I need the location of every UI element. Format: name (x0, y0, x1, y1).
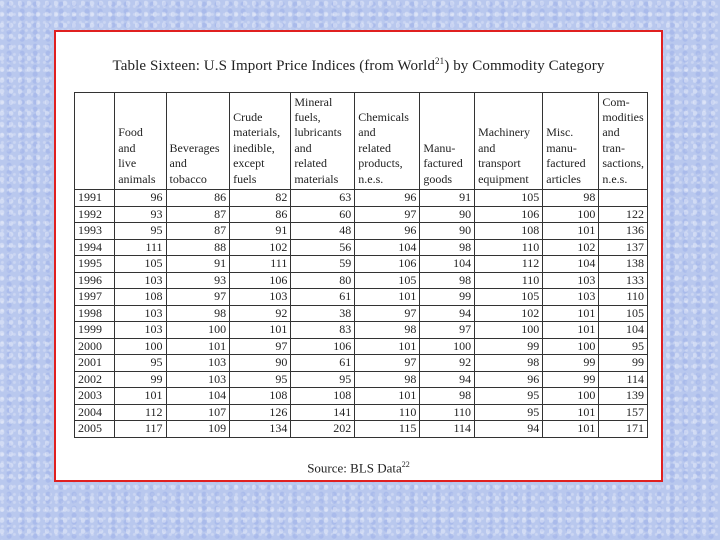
cell-value: 171 (599, 421, 648, 438)
cell-value: 105 (599, 305, 648, 322)
table-row (75, 206, 648, 223)
header-manufactured: Manu- factured goods (420, 93, 475, 190)
cell-value: 103 (115, 322, 166, 339)
cell-value: 86 (230, 206, 291, 223)
cell-value: 104 (420, 256, 475, 273)
cell-value: 103 (115, 272, 166, 289)
table-row (75, 421, 648, 438)
cell-value: 126 (230, 404, 291, 421)
cell-value: 134 (230, 421, 291, 438)
cell-value: 97 (355, 305, 420, 322)
cell-value: 95 (475, 404, 543, 421)
row-year: 1998 (75, 305, 115, 322)
cell-value: 99 (543, 371, 599, 388)
cell-value: 103 (230, 289, 291, 306)
cell-value: 96 (115, 190, 166, 207)
cell-value: 107 (166, 404, 230, 421)
cell-value: 99 (420, 289, 475, 306)
cell-value: 110 (475, 239, 543, 256)
cell-value: 117 (115, 421, 166, 438)
cell-value: 86 (166, 190, 230, 207)
cell-value: 61 (291, 289, 355, 306)
cell-value: 91 (420, 190, 475, 207)
cell-value: 93 (115, 206, 166, 223)
source-footnote: 22 (401, 460, 410, 469)
cell-value (599, 190, 648, 207)
cell-value: 98 (420, 388, 475, 405)
cell-value: 111 (115, 239, 166, 256)
cell-value: 98 (355, 371, 420, 388)
cell-value: 136 (599, 223, 648, 240)
cell-value: 101 (543, 404, 599, 421)
cell-value: 103 (166, 355, 230, 372)
cell-value: 94 (420, 305, 475, 322)
table-row (75, 190, 648, 207)
table-row (75, 289, 648, 306)
cell-value: 61 (291, 355, 355, 372)
row-year: 1992 (75, 206, 115, 223)
cell-value: 102 (230, 239, 291, 256)
cell-value: 56 (291, 239, 355, 256)
cell-value: 96 (475, 371, 543, 388)
cell-value: 122 (599, 206, 648, 223)
cell-value: 111 (230, 256, 291, 273)
cell-value: 112 (475, 256, 543, 273)
cell-value: 103 (115, 305, 166, 322)
cell-value: 95 (115, 223, 166, 240)
cell-value: 95 (475, 388, 543, 405)
header-machinery: Machinery and transport equipment (475, 93, 543, 190)
row-year: 1996 (75, 272, 115, 289)
row-year: 1994 (75, 239, 115, 256)
cell-value: 104 (543, 256, 599, 273)
table-row (75, 239, 648, 256)
table-row (75, 388, 648, 405)
cell-value: 99 (599, 355, 648, 372)
cell-value: 91 (166, 256, 230, 273)
cell-value: 108 (115, 289, 166, 306)
cell-value: 98 (475, 355, 543, 372)
cell-value: 100 (420, 338, 475, 355)
cell-value: 108 (475, 223, 543, 240)
row-year: 1993 (75, 223, 115, 240)
cell-value: 105 (475, 190, 543, 207)
row-year: 2000 (75, 338, 115, 355)
header-chemicals: Chemicals and related products, n.e.s. (355, 93, 420, 190)
cell-value: 96 (355, 190, 420, 207)
header-crude: Crude materials, inedible, except fuels (230, 93, 291, 190)
cell-value: 101 (230, 322, 291, 339)
cell-value: 102 (475, 305, 543, 322)
cell-value: 157 (599, 404, 648, 421)
cell-value: 110 (475, 272, 543, 289)
cell-value: 101 (355, 388, 420, 405)
cell-value: 100 (543, 388, 599, 405)
row-year: 2003 (75, 388, 115, 405)
cell-value: 106 (291, 338, 355, 355)
cell-value: 92 (230, 305, 291, 322)
cell-value: 59 (291, 256, 355, 273)
cell-value: 96 (355, 223, 420, 240)
cell-value: 105 (115, 256, 166, 273)
cell-value: 101 (355, 338, 420, 355)
cell-value: 100 (543, 338, 599, 355)
title-suffix: ) by Commodity Category (444, 58, 605, 74)
cell-value: 95 (599, 338, 648, 355)
header-food: Food and live animals (115, 93, 166, 190)
header-commodities: Com- modities and tran- sactions, n.e.s. (599, 93, 648, 190)
row-year: 2002 (75, 371, 115, 388)
cell-value: 94 (420, 371, 475, 388)
cell-value: 101 (543, 305, 599, 322)
cell-value: 202 (291, 421, 355, 438)
cell-value: 93 (166, 272, 230, 289)
cell-value: 110 (599, 289, 648, 306)
price-index-table (74, 92, 648, 438)
cell-value: 114 (599, 371, 648, 388)
cell-value: 99 (543, 355, 599, 372)
table-row (75, 256, 648, 273)
cell-value: 97 (166, 289, 230, 306)
cell-value: 105 (475, 289, 543, 306)
table-title (56, 56, 661, 75)
cell-value: 104 (355, 239, 420, 256)
cell-value: 97 (355, 206, 420, 223)
header-mineral: Mineral fuels, lubricants and related materials (291, 93, 355, 190)
cell-value: 98 (355, 322, 420, 339)
cell-value: 108 (230, 388, 291, 405)
cell-value: 101 (355, 289, 420, 306)
cell-value: 90 (420, 206, 475, 223)
cell-value: 104 (599, 322, 648, 339)
cell-value: 114 (420, 421, 475, 438)
cell-value: 101 (543, 421, 599, 438)
cell-value: 100 (543, 206, 599, 223)
cell-value: 101 (115, 388, 166, 405)
cell-value: 38 (291, 305, 355, 322)
cell-value: 110 (355, 404, 420, 421)
cell-value: 98 (166, 305, 230, 322)
cell-value: 110 (420, 404, 475, 421)
cell-value: 138 (599, 256, 648, 273)
cell-value: 94 (475, 421, 543, 438)
cell-value: 104 (166, 388, 230, 405)
cell-value: 97 (230, 338, 291, 355)
cell-value: 100 (166, 322, 230, 339)
cell-value: 103 (166, 371, 230, 388)
table-row (75, 272, 648, 289)
cell-value: 108 (291, 388, 355, 405)
cell-value: 99 (475, 338, 543, 355)
table-row (75, 404, 648, 421)
row-year: 1995 (75, 256, 115, 273)
header-year (75, 93, 115, 190)
row-year: 2004 (75, 404, 115, 421)
cell-value: 90 (230, 355, 291, 372)
cell-value: 98 (420, 239, 475, 256)
cell-value: 115 (355, 421, 420, 438)
cell-value: 103 (543, 272, 599, 289)
cell-value: 106 (475, 206, 543, 223)
cell-value: 109 (166, 421, 230, 438)
cell-value: 105 (355, 272, 420, 289)
cell-value: 82 (230, 190, 291, 207)
cell-value: 80 (291, 272, 355, 289)
cell-value: 91 (230, 223, 291, 240)
source-note (56, 460, 661, 476)
cell-value: 99 (115, 371, 166, 388)
header-misc: Misc. manu- factured articles (543, 93, 599, 190)
cell-value: 48 (291, 223, 355, 240)
slide-card (54, 30, 663, 482)
table-row (75, 322, 648, 339)
cell-value: 137 (599, 239, 648, 256)
header-beverages: Beverages and tobacco (166, 93, 230, 190)
title-footnote: 21 (435, 56, 445, 66)
title-text: Table Sixteen: U.S Import Price Indices (from World (112, 58, 436, 74)
cell-value: 103 (543, 289, 599, 306)
cell-value: 90 (420, 223, 475, 240)
header-row (75, 93, 648, 190)
row-year: 1991 (75, 190, 115, 207)
table-row (75, 223, 648, 240)
row-year: 1997 (75, 289, 115, 306)
cell-value: 88 (166, 239, 230, 256)
cell-value: 83 (291, 322, 355, 339)
cell-value: 87 (166, 206, 230, 223)
cell-value: 98 (543, 190, 599, 207)
cell-value: 63 (291, 190, 355, 207)
cell-value: 139 (599, 388, 648, 405)
cell-value: 106 (355, 256, 420, 273)
cell-value: 60 (291, 206, 355, 223)
source-text: Source: BLS Data (307, 460, 402, 476)
cell-value: 92 (420, 355, 475, 372)
cell-value: 133 (599, 272, 648, 289)
row-year: 1999 (75, 322, 115, 339)
cell-value: 97 (420, 322, 475, 339)
cell-value: 87 (166, 223, 230, 240)
row-year: 2001 (75, 355, 115, 372)
cell-value: 101 (543, 322, 599, 339)
cell-value: 95 (230, 371, 291, 388)
cell-value: 95 (115, 355, 166, 372)
cell-value: 102 (543, 239, 599, 256)
cell-value: 101 (166, 338, 230, 355)
cell-value: 97 (355, 355, 420, 372)
cell-value: 141 (291, 404, 355, 421)
table-row (75, 305, 648, 322)
cell-value: 95 (291, 371, 355, 388)
cell-value: 100 (475, 322, 543, 339)
table-row (75, 371, 648, 388)
table-row (75, 338, 648, 355)
table-row (75, 355, 648, 372)
cell-value: 100 (115, 338, 166, 355)
cell-value: 106 (230, 272, 291, 289)
cell-value: 112 (115, 404, 166, 421)
cell-value: 98 (420, 272, 475, 289)
table-body (75, 190, 648, 438)
cell-value: 101 (543, 223, 599, 240)
row-year: 2005 (75, 421, 115, 438)
